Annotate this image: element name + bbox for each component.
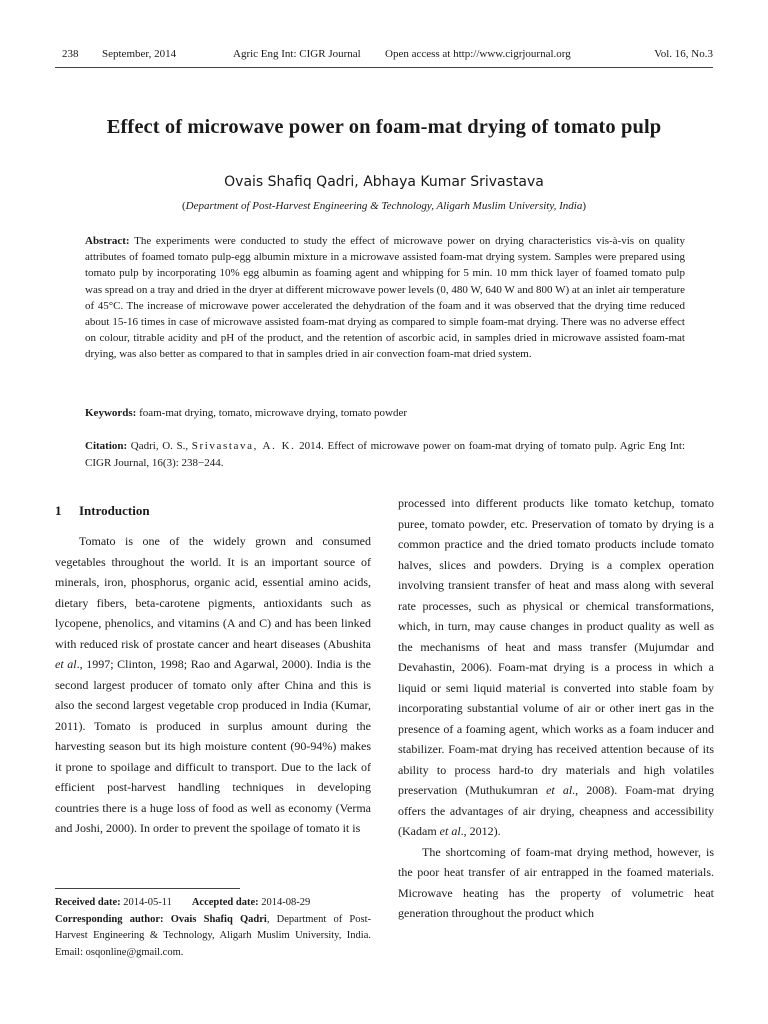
affiliation-close-paren: ) bbox=[582, 200, 587, 212]
accepted-label: Accepted date: bbox=[191, 897, 259, 908]
citation bbox=[85, 438, 685, 471]
corresponding-author bbox=[55, 912, 371, 962]
affiliation bbox=[0, 200, 768, 212]
author-list: Ovais Shafiq Qadri, Abhaya Kumar Srivastava bbox=[224, 174, 544, 190]
open-access-link[interactable]: Open access at http://www.cigrjournal.org bbox=[385, 48, 571, 60]
keywords bbox=[85, 405, 685, 421]
abstract-text: The experiments were conducted to study the effect of microwave power on drying characteristics vis-à-vis on quality attributes of foamed tomato pulp-egg albumin mixture in a microwave assisted foam-mat drying system. Samples were prepared using tomato pulp by incorporating 10% egg albumin as foaming agent and whipping for 5 min. 10 mm thick layer of foamed tomato pulp was spread on a tray and dried in the dryer at different microwave power levels (0, 480 W, 640 W and 800 W) at an inlet air temperature of 45°C. The increase of microwave power accelerated the dehydration of the foam and it was observed that the drying time reduced about 15-16 times in case of microwave assisted foam-mat drying as compared to simple foam-mat drying. There was no adverse effect on colour, titrable acidity and pH of the product, and the retention of ascorbic acid, in samples dried in microwave assisted foam-mat drying, was also better as compared to that in samples dried in air convection foam-mat dried system. bbox=[85, 235, 685, 361]
affiliation-open-paren: ( bbox=[181, 200, 186, 212]
et-al: et al bbox=[55, 657, 77, 671]
corresponding-name: Ovais Shafiq Qadri bbox=[163, 913, 267, 925]
dates-line bbox=[55, 895, 371, 912]
received-label: Received date: bbox=[55, 897, 121, 908]
issue-date: September, 2014 bbox=[102, 48, 177, 60]
text-run: ., 2008). Foam-mat drying offers the advantages of air drying, cheapness and accessibility (Kadam bbox=[398, 783, 714, 838]
citation-author-1: Qadri, O. S., bbox=[127, 440, 192, 452]
corresponding-text: , Department of Post-Harvest Engineering & Technology, Aligarh Muslim University, India. Email: osqonline@gmail.com. bbox=[55, 913, 371, 958]
footnote bbox=[55, 895, 371, 961]
text-run: ., 2012). bbox=[460, 824, 501, 838]
citation-label: Citation: bbox=[85, 440, 128, 452]
journal-name: Agric Eng Int: CIGR Journal bbox=[233, 48, 361, 60]
left-column bbox=[55, 531, 371, 839]
footnote-divider bbox=[55, 888, 240, 889]
citation-text: 2014. Effect of microwave power on foam-mat drying of tomato pulp. Agric Eng Int: CIGR Journal, 16(3): 238−244. bbox=[85, 440, 685, 469]
abstract bbox=[85, 233, 685, 363]
keywords-label: Keywords: bbox=[85, 407, 137, 419]
et-al: et al bbox=[439, 824, 461, 838]
affiliation-text: Department of Post-Harvest Engineering & Technology, Aligarh Muslim University, India bbox=[185, 200, 583, 212]
text-run: processed into different products like tomato ketchup, tomato puree, tomato powder, etc. Preservation of tomato by drying is a common practice and the dried tomato products include tomato halves, slices and powders. Drying is a complex operation involving transient transfer of heat and mass along with several rate processes, such as physical or chemical transformations, which, in turn, may cause changes in product quality as well as the mechanisms of heat and mass transfer (Mujumdar and Devahastin, 2006). Foam-mat drying is a process in which a liquid or semi liquid material is converted into stable foam by incorporating substantial volume of air or other inert gas in the presence of a foaming agent, which works as a foam inducer and stabilizer. Foam-mat drying has received attention because of its ability to process hard-to dry materials and high volatiles preservation (Muthukumran bbox=[398, 496, 714, 797]
et-al: et al bbox=[546, 783, 573, 797]
text-run: Tomato is one of the widely grown and consumed vegetables throughout the world. It is an important source of minerals, iron, phosphorus, organic acid, essential amino acids, dietary fibers, beta-carotene pigments, antioxidants such as lycopene, phenolics, and vitamins (A and C) and has been linked with reduced risk of prostate cancer and heart diseases (Abushita bbox=[55, 534, 371, 651]
intro-paragraph-1 bbox=[55, 531, 371, 839]
intro-paragraph-1-continued bbox=[398, 493, 714, 842]
section-heading bbox=[55, 503, 150, 519]
page-number: 238 bbox=[62, 48, 79, 60]
citation-author-2: Srivastava, A. K. bbox=[191, 440, 296, 452]
section-title: Introduction bbox=[79, 503, 150, 518]
text-run: ., 1997; Clinton, 1998; Rao and Agarwal, 2000). India is the second largest producer of tomato only after China and this is also the second largest vegetable crop produced in India (Kumar, 2011). Tomato is produced in surplus amount during the harvesting season but its high moisture content (90-94%) makes it prone to spoilage and difficult to transport. Due to the lack of efficient post-harvest handling techniques in developing countries there is a huge loss of food as well as economy (Verma and Joshi, 2000). In order to prevent the spoilage of tomato it is bbox=[55, 657, 371, 835]
running-header bbox=[55, 48, 713, 66]
received-date: 2014-05-11 bbox=[120, 897, 172, 908]
section-number: 1 bbox=[55, 503, 62, 518]
accepted-date: 2014-08-29 bbox=[258, 897, 311, 908]
intro-paragraph-2: The shortcoming of foam-mat drying method, however, is the poor heat transfer of air entrapped in the foamed materials. Microwave heating has the property of volumetric heat generation throughout the product which bbox=[398, 844, 714, 920]
paper-title: Effect of microwave power on foam-mat drying of tomato pulp bbox=[106, 116, 662, 138]
corresponding-label: Corresponding author: bbox=[55, 913, 164, 925]
header-divider bbox=[55, 67, 713, 68]
keywords-text: foam-mat drying, tomato, microwave drying, tomato powder bbox=[136, 407, 407, 419]
right-column bbox=[398, 493, 714, 924]
abstract-label: Abstract: bbox=[85, 235, 130, 247]
volume-issue: Vol. 16, No.3 bbox=[654, 48, 713, 60]
